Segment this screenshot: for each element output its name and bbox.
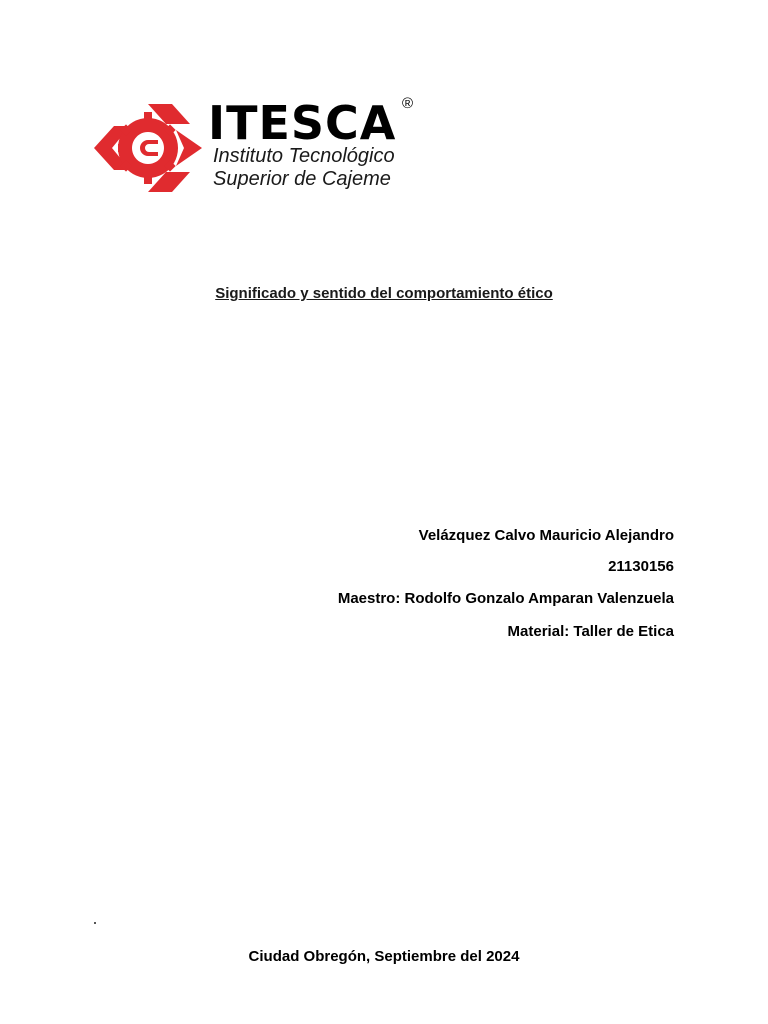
place-date: Ciudad Obregón, Septiembre del 2024 — [248, 948, 520, 965]
itesca-logo — [92, 95, 422, 198]
document-title: Significado y sentido del comportamiento ético — [215, 285, 553, 302]
teacher-name: Maestro: Rodolfo Gonzalo Amparan Valenzuela — [337, 590, 674, 607]
institute-line-2: Superior de Cajeme — [213, 168, 391, 190]
subject-name: Material: Taller de Etica — [507, 623, 674, 640]
institute-line-1: Instituto Tecnológico — [213, 145, 395, 167]
stray-dot — [94, 922, 96, 924]
student-id: 21130156 — [608, 558, 674, 575]
student-name: Velázquez Calvo Mauricio Alejandro — [418, 527, 674, 544]
brand-name: ITESCA — [208, 96, 397, 150]
gear-logo-icon — [92, 100, 204, 196]
registered-mark: ® — [402, 95, 414, 112]
